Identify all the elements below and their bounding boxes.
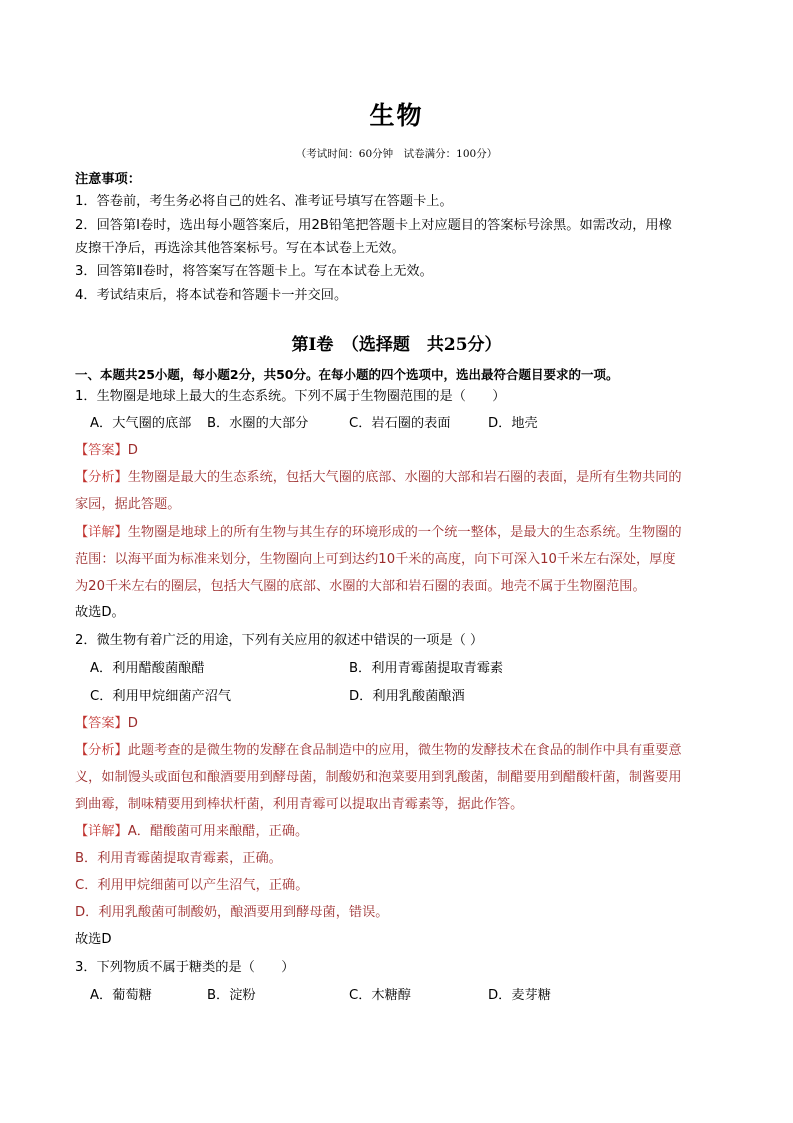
section-intro: 一、本题共25小题，每小题2分，共50分。在每小题的四个选项中，选出最符合题目要求的一项。 — [75, 367, 619, 382]
answer-tag: 【答案】 — [75, 443, 128, 458]
detail-tag: 【详解】 — [75, 824, 128, 839]
q3-option-a: A．葡萄糖 — [90, 988, 152, 1003]
detail-tag: 【详解】 — [75, 525, 128, 540]
analysis-text: 此题考查的是微生物的发酵在食品制造中的应用，微生物的发酵技术在食品的制作中具有重要意 — [127, 743, 682, 758]
q2-analysis-line: 义，如制馒头或面包和酿酒要用到酵母菌，制酸奶和泡菜要用到乳酸菌，制醋要用到醋酸杆菌，制酱要用 — [75, 770, 682, 785]
q2-detail-line: B．利用青霉菌提取青霉素，正确。 — [75, 851, 282, 866]
q1-option-c: C．岩石圈的表面 — [349, 416, 451, 431]
exam-info: （考试时间：60分钟 试卷满分：100分） — [295, 148, 498, 160]
q1-option-a: A．大气圈的底部 — [90, 416, 192, 431]
analysis-text: 生物圈是最大的生态系统，包括大气圈的底部、水圈的大部和岩石圈的表面，是所有生物共同的 — [127, 470, 682, 485]
q3-option-c: C．木糖醇 — [349, 988, 411, 1003]
page-title: 生物 — [369, 101, 424, 130]
q2-option-a: A．利用醋酸菌酿醋 — [90, 661, 205, 676]
answer-value: D — [127, 443, 138, 458]
q1-detail-line: 为20千米左右的圈层，包括大气圈的底部、水圈的大部和岩石圈的表面。地壳不属于生物圈范围。 — [75, 579, 646, 594]
q2-option-c: C．利用甲烷细菌产沼气 — [90, 689, 232, 704]
q2-conclusion: 故选D — [75, 932, 112, 947]
q1-answer — [75, 442, 138, 460]
q2-option-b: B．利用青霉菌提取青霉素 — [349, 661, 504, 676]
notice-heading: 注意事项： — [75, 172, 141, 187]
question-2-stem: 2．微生物有着广泛的用途，下列有关应用的叙述中错误的一项是（ ） — [75, 633, 484, 648]
q1-option-b: B．水圈的大部分 — [207, 416, 309, 431]
q1-conclusion: 故选D。 — [75, 605, 125, 620]
q1-detail — [75, 524, 682, 542]
answer-tag: 【答案】 — [75, 716, 128, 731]
q1-detail-line: 范围：以海平面为标准来划分，生物圈向上可到达约10千米的高度，向下可深入10千米左右深处，厚度 — [75, 552, 676, 567]
q2-analysis — [75, 742, 682, 760]
q1-analysis-line: 家园，据此答题。 — [75, 497, 181, 512]
q2-detail — [75, 823, 308, 841]
q2-detail-line: D．利用乳酸菌可制酸奶，酿酒要用到酵母菌，错误。 — [75, 905, 389, 920]
q2-option-d: D．利用乳酸菌酿酒 — [349, 689, 465, 704]
question-1-stem: 1．生物圈是地球上最大的生态系统。下列不属于生物圈范围的是（ ） — [75, 389, 506, 404]
detail-text: 生物圈是地球上的所有生物与其生存的环境形成的一个统一整体，是最大的生态系统。生物圈的 — [127, 525, 682, 540]
q3-option-d: D．麦芽糖 — [488, 988, 551, 1003]
q2-analysis-line: 到曲霉，制味精要用到棒状杆菌，利用青霉可以提取出青霉素等，据此作答。 — [75, 797, 524, 812]
section-title: 第Ⅰ卷 （选择题 共25分） — [291, 335, 502, 355]
q3-option-b: B．淀粉 — [207, 988, 256, 1003]
notice-item: 1．答卷前，考生务必将自己的姓名、准考证号填写在答题卡上。 — [75, 194, 453, 209]
analysis-tag: 【分析】 — [75, 470, 128, 485]
notice-item: 4．考试结束后，将本试卷和答题卡一并交回。 — [75, 288, 348, 303]
notice-item: 皮擦干净后，再选涂其他答案标号。写在本试卷上无效。 — [75, 241, 405, 256]
answer-value: D — [127, 716, 138, 731]
q1-analysis — [75, 469, 682, 487]
question-3-stem: 3．下列物质不属于糖类的是（ ） — [75, 960, 295, 975]
notice-item: 3．回答第Ⅱ卷时，将答案写在答题卡上。写在本试卷上无效。 — [75, 264, 433, 279]
detail-text: A．醋酸菌可用来酿醋，正确。 — [127, 824, 309, 839]
q2-detail-line: C．利用甲烷细菌可以产生沼气，正确。 — [75, 878, 309, 893]
q1-option-d: D．地壳 — [488, 416, 538, 431]
q2-answer — [75, 715, 138, 733]
notice-item: 2．回答第Ⅰ卷时，选出每小题答案后，用2B铅笔把答题卡上对应题目的答案标号涂黑。如需改动，用橡 — [75, 218, 672, 233]
analysis-tag: 【分析】 — [75, 743, 128, 758]
